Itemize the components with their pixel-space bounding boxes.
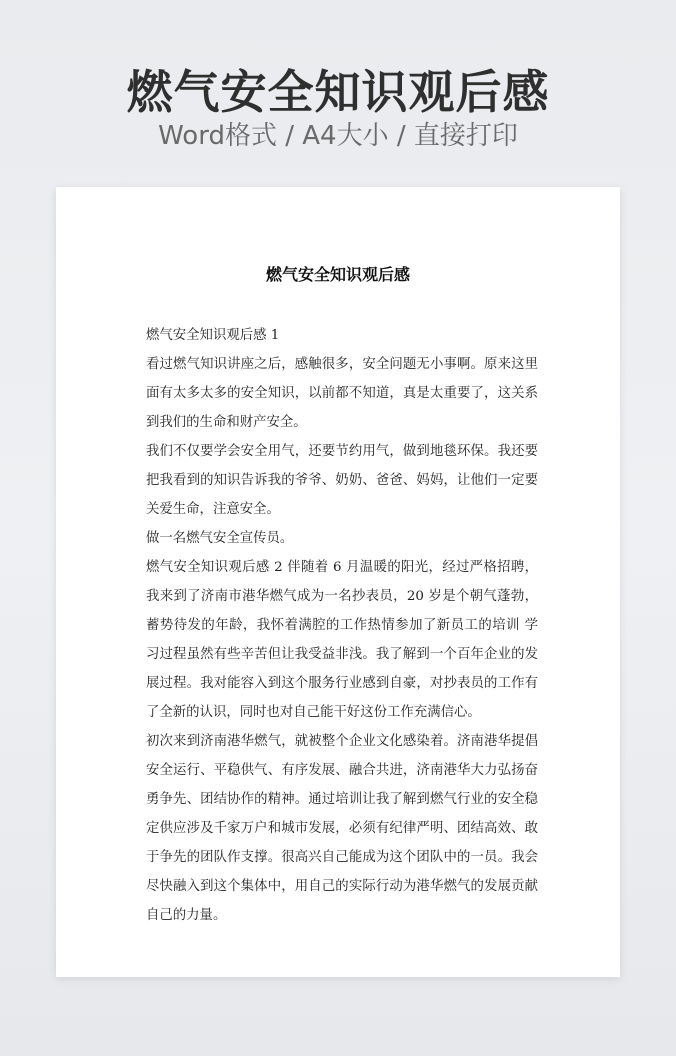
doc-paragraph: 做一名燃气安全宣传员。 [146,531,294,546]
banner-subtitle: Word格式 / A4大小 / 直接打印 [158,121,518,151]
doc-paragraph-heading-1: 燃气安全知识观后感 1 [146,328,280,343]
doc-paragraph: 燃气安全知识观后感 2 伴随着 6 月温暖的阳光，经过严格招聘，我来到了济南市港华燃气成为一名抄表员，20 岁是个朝气蓬勃，蓄势待发的年龄，我怀着满腔的工作热情参加了新员工的培训 学习过程虽然有些辛苦但让我受益非浅。我了解到一个百年企业的发展过程。我对能容入到这个服务行业感到自豪，对抄表员的工作有了全新的认识，同时也对自己能干好这份工作充满信心。 [146,560,538,720]
doc-paragraph: 看过燃气知识讲座之后，感触很多，安全问题无小事啊。原来这里面有太多太多的安全知识，以前都不知道，真是太重要了，这关系到我们的生命和财产安全。 [146,357,538,430]
banner-title: 燃气安全知识观后感 [126,65,550,119]
document-body [146,321,538,930]
document-title: 燃气安全知识观后感 [265,265,410,284]
doc-paragraph: 我们不仅要学会安全用气，还要节约用气，做到地毯环保。我还要把我看到的知识告诉我的爷爷、奶奶、爸爸、妈妈，让他们一定要关爱生命，注意安全。 [146,444,538,517]
document-page [56,187,620,977]
doc-paragraph: 初次来到济南港华燃气，就被整个企业文化感染着。济南港华提倡安全运行、平稳供气、有序发展、融合共进，济南港华大力弘扬奋勇争先、团结协作的精神。通过培训让我了解到燃气行业的安全稳定供应涉及千家万户和城市发展，必须有纪律严明、团结高效、敢于争先的团队作支撑。很高兴自己能成为这个团队中的一员。我会尽快融入到这个集体中，用自己的实际行动为港华燃气的发展贡献自己的力量。 [146,734,538,923]
